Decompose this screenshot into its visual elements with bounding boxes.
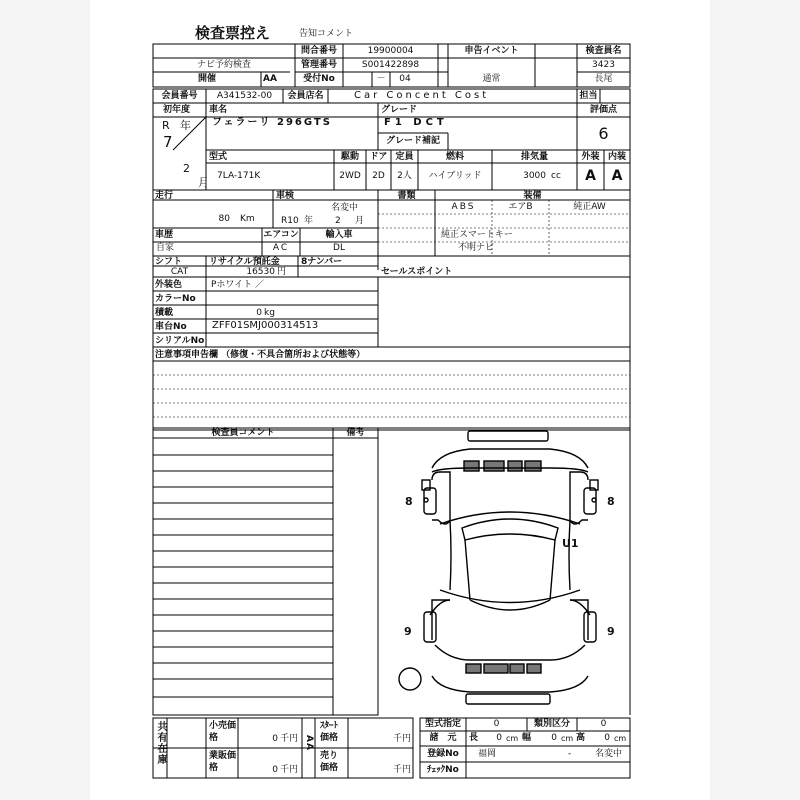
inspection-month: 2 bbox=[335, 216, 341, 226]
inquiry-no: 19900004 bbox=[367, 46, 414, 56]
inspection-era: R10 bbox=[281, 216, 299, 226]
mileage-value: 80 bbox=[218, 214, 230, 224]
registration-dash: - bbox=[568, 749, 572, 759]
control-no: S001422898 bbox=[361, 60, 420, 70]
inspection-year-unit: 年 bbox=[304, 216, 314, 226]
length-unit: cm bbox=[506, 734, 519, 743]
car-damage-diagram bbox=[399, 431, 598, 704]
spec-label: 諸 元 bbox=[429, 733, 457, 743]
plate8-label: 8ナンバー bbox=[301, 257, 343, 267]
type-designation-label: 型式指定 bbox=[424, 719, 461, 729]
name-change: 名変中 bbox=[331, 203, 359, 213]
reception-no: 04 bbox=[399, 74, 411, 84]
width-label: 幅 bbox=[522, 733, 532, 743]
business-label: 業販価格 bbox=[209, 751, 237, 773]
left-rear-tire-tread: 9 bbox=[404, 625, 412, 638]
class-value: 0 bbox=[600, 719, 607, 729]
grade-label: グレード bbox=[381, 105, 418, 115]
era: R bbox=[162, 119, 170, 132]
grade-supp-label: グレード補記 bbox=[385, 136, 440, 146]
retail-value: 0 bbox=[272, 734, 278, 744]
aircon-value: AC bbox=[272, 243, 290, 253]
equip-airbag: エアB bbox=[508, 202, 533, 212]
car-name-label: 車名 bbox=[209, 105, 228, 115]
store-name-label: 会員店名 bbox=[287, 91, 324, 101]
width-value: 0 bbox=[551, 733, 557, 743]
caution-label: 注意事項申告欄 （修復・不具合箇所および状態等） bbox=[155, 350, 366, 360]
staff-label: 担当 bbox=[579, 91, 598, 101]
left-front-tire-tread: 8 bbox=[405, 495, 413, 508]
fuel-label: 燃料 bbox=[445, 152, 464, 162]
capacity-label: 定員 bbox=[395, 152, 414, 162]
inspection-label: 車検 bbox=[276, 191, 295, 201]
business-unit: 千円 bbox=[280, 765, 299, 775]
store-name: Car Concent Cost bbox=[354, 90, 490, 101]
mileage-label: 走行 bbox=[155, 191, 174, 201]
car-name: フェラーリ 296GTS bbox=[212, 117, 332, 128]
inquiry-no-label: 問合番号 bbox=[300, 46, 337, 56]
equip-alloy: 純正AW bbox=[573, 202, 606, 212]
interior-grade: A bbox=[611, 168, 623, 184]
remarks-label: 備考 bbox=[346, 428, 365, 438]
first-reg-year: 7 bbox=[163, 133, 173, 151]
registration-no-label: 登録No bbox=[427, 749, 459, 759]
damage-mark-u1: U1 bbox=[562, 537, 579, 550]
exterior-label: 外装 bbox=[581, 152, 600, 162]
color-label: 外装色 bbox=[155, 280, 183, 290]
shared-stock-label: 共有在庫 bbox=[155, 721, 166, 765]
sell-price-label: 売り価格 bbox=[320, 751, 339, 773]
door: 2D bbox=[372, 171, 385, 181]
reception-no-label: 受付No bbox=[303, 74, 335, 84]
model-label: 型式 bbox=[209, 152, 228, 162]
inspection-month-unit: 月 bbox=[355, 216, 365, 226]
equip-navi: 不明ナビ bbox=[458, 243, 495, 253]
recycle-value: 16530 bbox=[246, 267, 275, 277]
right-front-tire-tread: 8 bbox=[607, 495, 615, 508]
length-value: 0 bbox=[496, 733, 502, 743]
fuel: ハイブリッド bbox=[428, 171, 482, 181]
equip-smartkey: 純正スマートキー bbox=[441, 230, 513, 240]
displacement: 3000 bbox=[523, 171, 546, 181]
aircon-label: エアコン bbox=[263, 230, 299, 240]
score: 6 bbox=[598, 124, 609, 143]
import-label: 輸入車 bbox=[325, 230, 353, 240]
class-label: 類別区分 bbox=[533, 719, 570, 729]
check-no-label: ﾁｪｯｸNo bbox=[427, 765, 459, 775]
registration-pref: 福岡 bbox=[478, 749, 497, 759]
year-unit: 年 bbox=[180, 119, 191, 132]
chassis-label: 車台No bbox=[155, 322, 187, 332]
model: 7LA-171K bbox=[217, 171, 261, 181]
interior-label: 内装 bbox=[607, 152, 626, 162]
business-value: 0 bbox=[272, 765, 278, 775]
score-label: 評価点 bbox=[589, 105, 617, 115]
shift-value: CAT bbox=[170, 267, 189, 277]
inspector-label: 検査員名 bbox=[585, 46, 622, 56]
notice-comment-label: 告知コメント bbox=[299, 29, 354, 39]
sales-point-label: セールスポイント bbox=[381, 267, 453, 277]
retail-label: 小売価格 bbox=[209, 721, 237, 743]
documents-label: 書類 bbox=[397, 191, 416, 201]
grade: F1 DCT bbox=[384, 117, 448, 128]
load-unit: kg bbox=[264, 308, 275, 318]
history-label: 車歴 bbox=[155, 230, 174, 240]
type-designation-value: 0 bbox=[493, 719, 500, 729]
held-label: 開催 bbox=[197, 74, 216, 84]
chassis-no: ZFF01SMJ000314513 bbox=[212, 320, 319, 331]
serial-label: シリアルNo bbox=[155, 336, 205, 346]
inspector-comment-label: 検査員コメント bbox=[211, 428, 275, 438]
shift-label: シフト bbox=[155, 257, 183, 267]
length-label: 長 bbox=[469, 733, 479, 743]
aa-vertical-label: AA bbox=[304, 735, 314, 751]
equipment-label: 装備 bbox=[523, 191, 542, 201]
height-label: 高 bbox=[576, 733, 586, 743]
registration-status: 名変中 bbox=[595, 749, 623, 759]
exterior-grade: A bbox=[585, 168, 596, 184]
drive-label: 駆動 bbox=[340, 152, 359, 162]
door-label: ドア bbox=[369, 152, 388, 162]
control-no-label: 管理番号 bbox=[300, 60, 337, 70]
recycle-label: リサイクル預託金 bbox=[209, 257, 280, 267]
inspector-name: 長尾 bbox=[594, 74, 613, 84]
page-title: 検査票控え bbox=[195, 24, 271, 42]
month-unit: 月 bbox=[198, 176, 209, 189]
equip-abs: ABS bbox=[451, 202, 476, 212]
first-reg-month: 2 bbox=[183, 162, 190, 175]
load-label: 積載 bbox=[155, 308, 174, 318]
sell-price-unit: 千円 bbox=[393, 765, 412, 775]
height-value: 0 bbox=[604, 733, 610, 743]
retail-unit: 千円 bbox=[280, 734, 299, 744]
member-no: A341532-00 bbox=[216, 91, 273, 101]
load-value: 0 bbox=[256, 308, 262, 318]
inspector-no: 3423 bbox=[592, 60, 615, 70]
color-no-label: カラーNo bbox=[155, 294, 196, 304]
start-price-unit: 千円 bbox=[393, 734, 412, 744]
reception-dash: － bbox=[376, 74, 386, 84]
declare-event-value: 通常 bbox=[482, 74, 501, 84]
navi-note: ナビ予約検査 bbox=[196, 60, 251, 70]
recycle-unit: 円 bbox=[277, 267, 287, 277]
right-rear-tire-tread: 9 bbox=[607, 625, 615, 638]
first-reg-label: 初年度 bbox=[163, 105, 191, 115]
held-value: AA bbox=[263, 74, 277, 84]
color-value: Pホワイト ／ bbox=[211, 280, 265, 290]
import-value: DL bbox=[333, 243, 345, 253]
member-no-label: 会員番号 bbox=[161, 91, 198, 101]
history-value: 自家 bbox=[156, 243, 175, 253]
start-price-label: ｽﾀｰﾄ価格 bbox=[320, 721, 339, 743]
width-unit: cm bbox=[561, 734, 574, 743]
declare-event-label: 申告イベント bbox=[464, 46, 519, 56]
mileage-unit: Km bbox=[240, 214, 255, 224]
drive: 2WD bbox=[339, 171, 361, 181]
displacement-unit: cc bbox=[551, 171, 561, 181]
displacement-label: 排気量 bbox=[520, 152, 548, 162]
capacity: 2人 bbox=[397, 171, 412, 181]
height-unit: cm bbox=[614, 734, 627, 743]
